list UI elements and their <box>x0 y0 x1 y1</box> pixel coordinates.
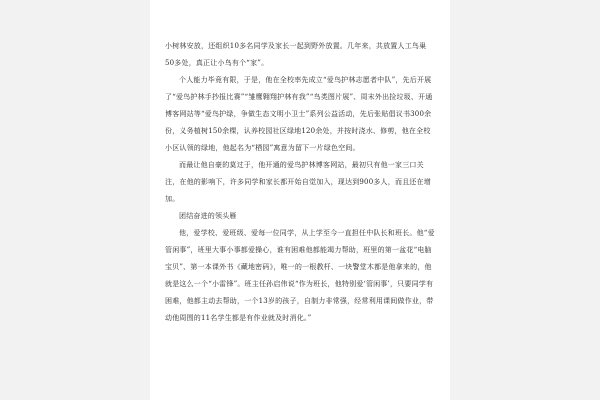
paragraph-2: 个人能力毕竟有限，于是，他在全校率先成立“爱鸟护林志愿者中队”，先后开展了“爱鸟护林手抄报比赛”“雏鹰翱翔护林有我”“鸟类图片展”、周末外出捡垃圾、开通博客网站等“爱鸟护绿，争做生态文明小卫士”系列公益活动，先后张贴倡议书300余份，义务植树150余棵，认养校园社区绿地120余处，并按时浇水、修剪，他在全校小区认领的绿地，他起名为“栖园”寓意为留下一片绿色空间。 <box>165 76 433 152</box>
paragraph-4: 他，爱学校、爱班级、爱每一位同学，从上学至今一直担任中队长和班长。他“爱管闲事”，班里大事小事都爱操心，谁有困难他都能竭力帮助，班里的第一盆花“电脑宝贝”、第一本课外书《藏地密码》，唯一的一根教杆、一块警堂木都是他拿来的，他就是这么一个“小雷锋”。班主任孙启伟说“作为班长，他特别爱‘管闲事’，只要同学有困难，他都主动去帮助，一个13岁的孩子，自制力非常强，经常利用课间做作业，带动他周围的11名学生都是有作业就及时消化。” <box>165 229 435 322</box>
paragraph-3: 而最让他自豪的莫过于，他开通的爱鸟护林博客网站，最初只有他一家三口关注，在他的影响下，许多同学和家长都开始自觉加入，现达到900多人，而且还在增加。 <box>165 161 431 203</box>
document-page <box>150 0 450 400</box>
section-subheading: 团结奋进的领头雁 <box>179 212 237 220</box>
document-body <box>165 38 435 327</box>
paragraph-1: 小树林安放，还组织10多名同学及家长一起到野外放置。几年来，共放置人工鸟巢50多处，真正让小鸟有个“家”。 <box>165 42 427 67</box>
